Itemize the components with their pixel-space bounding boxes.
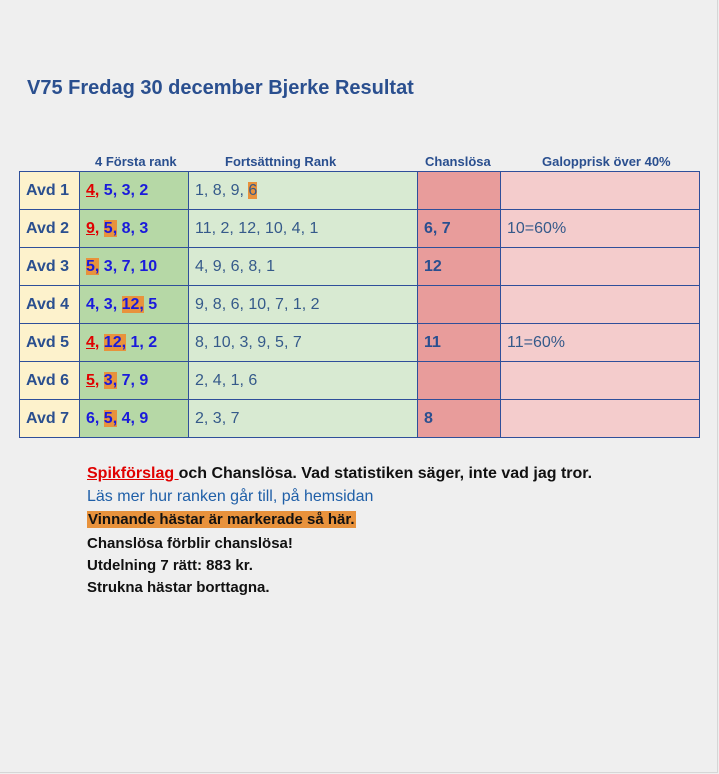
chanslosa-cell: 8 xyxy=(418,400,501,438)
chanslosa-cell xyxy=(418,362,501,400)
continuation-horses: 2, 3, 7 xyxy=(195,409,240,427)
rank-cell xyxy=(80,210,189,248)
chanslosa-cell: 12 xyxy=(418,248,501,286)
spik-horse: 4, xyxy=(86,333,100,351)
rank-cell xyxy=(80,324,189,362)
rank-horses: 4, 9 xyxy=(117,409,149,427)
galopp-cell xyxy=(501,400,700,438)
avd-cell: Avd 2 xyxy=(20,210,80,248)
rank-horses: 7, 9 xyxy=(117,371,149,389)
winner-horse: 6 xyxy=(248,181,258,199)
note-winners: Vinnande hästar är markerade så här. xyxy=(88,511,355,528)
rank-cell xyxy=(80,286,189,324)
spik-horse: 4, xyxy=(86,181,100,199)
spik-horse: 5, xyxy=(86,371,100,389)
galopp-cell: 11=60% xyxy=(501,324,700,362)
winner-horse: 5, xyxy=(86,257,100,275)
chanslosa-cell: 6, 7 xyxy=(418,210,501,248)
table-row xyxy=(20,362,700,400)
continuation-cell xyxy=(189,248,418,286)
header-chanslosa: Chanslösa xyxy=(425,154,491,169)
continuation-cell xyxy=(189,210,418,248)
header-galopp: Galopprisk över 40% xyxy=(542,154,671,169)
avd-cell: Avd 3 xyxy=(20,248,80,286)
rank-horses: 5 xyxy=(143,295,158,313)
winner-horse: 12, xyxy=(121,295,144,313)
avd-cell: Avd 1 xyxy=(20,172,80,210)
note-scratched: Strukna hästar borttagna. xyxy=(87,579,270,596)
header-rank: 4 Första rank xyxy=(95,154,177,169)
continuation-horses: 4, 9, 6, 8, 1 xyxy=(195,257,276,275)
spik-label: Spikförslag xyxy=(87,465,179,482)
avd-cell: Avd 7 xyxy=(20,400,80,438)
chanslosa-cell xyxy=(418,172,501,210)
galopp-cell xyxy=(501,248,700,286)
note-chanslosa: Chanslösa förblir chanslösa! xyxy=(87,535,293,552)
rank-horses: 6, xyxy=(86,409,104,427)
winner-horse: 12, xyxy=(103,333,127,351)
rank-horses: 1, 2 xyxy=(126,333,158,351)
continuation-cell xyxy=(189,172,418,210)
winner-horse: 3, xyxy=(103,371,118,389)
table-row xyxy=(20,286,700,324)
header-continuation: Fortsättning Rank xyxy=(225,154,337,169)
galopp-cell xyxy=(501,172,700,210)
note-payout: Utdelning 7 rätt: 883 kr. xyxy=(87,557,253,574)
rank-info-link[interactable]: Läs mer hur ranken går till, på hemsidan xyxy=(87,488,374,505)
continuation-horses: 9, 8, 6, 10, 7, 1, 2 xyxy=(195,295,320,313)
continuation-cell xyxy=(189,400,418,438)
continuation-horses: 2, 4, 1, 6 xyxy=(195,371,258,389)
notes-section xyxy=(87,465,592,601)
continuation-cell xyxy=(189,324,418,362)
rank-cell xyxy=(80,248,189,286)
continuation-horses: 8, 10, 3, 9, 5, 7 xyxy=(195,333,302,351)
table-row xyxy=(20,248,700,286)
rank-horses: 4, 3, xyxy=(86,295,122,313)
table-row xyxy=(20,400,700,438)
rank-horses: 5, 3, 2 xyxy=(99,181,149,199)
rank-horses: 3, 7, 10 xyxy=(99,257,158,275)
page-title: V75 Fredag 30 december Bjerke Resultat xyxy=(27,77,414,99)
table-row xyxy=(20,210,700,248)
winner-horse: 5, xyxy=(103,219,118,237)
continuation-cell xyxy=(189,362,418,400)
rank-horses: 8, 3 xyxy=(117,219,149,237)
chanslosa-cell: 11 xyxy=(418,324,501,362)
winner-horse: 5, xyxy=(103,409,118,427)
galopp-cell xyxy=(501,362,700,400)
rank-cell xyxy=(80,362,189,400)
table-row xyxy=(20,324,700,362)
rank-cell xyxy=(80,172,189,210)
table-row xyxy=(20,172,700,210)
avd-cell: Avd 5 xyxy=(20,324,80,362)
spik-rest: och Chanslösa. Vad statistiken säger, inte vad jag tror. xyxy=(178,465,593,482)
note-spik xyxy=(87,465,592,483)
continuation-horses: 1, 8, 9, xyxy=(195,181,249,199)
spik-horse: 9, xyxy=(86,219,100,237)
avd-cell: Avd 4 xyxy=(20,286,80,324)
results-table xyxy=(19,171,700,438)
galopp-cell: 10=60% xyxy=(501,210,700,248)
continuation-cell xyxy=(189,286,418,324)
rank-cell xyxy=(80,400,189,438)
galopp-cell xyxy=(501,286,700,324)
avd-cell: Avd 6 xyxy=(20,362,80,400)
chanslosa-cell xyxy=(418,286,501,324)
continuation-horses: 11, 2, 12, 10, 4, 1 xyxy=(195,219,319,237)
